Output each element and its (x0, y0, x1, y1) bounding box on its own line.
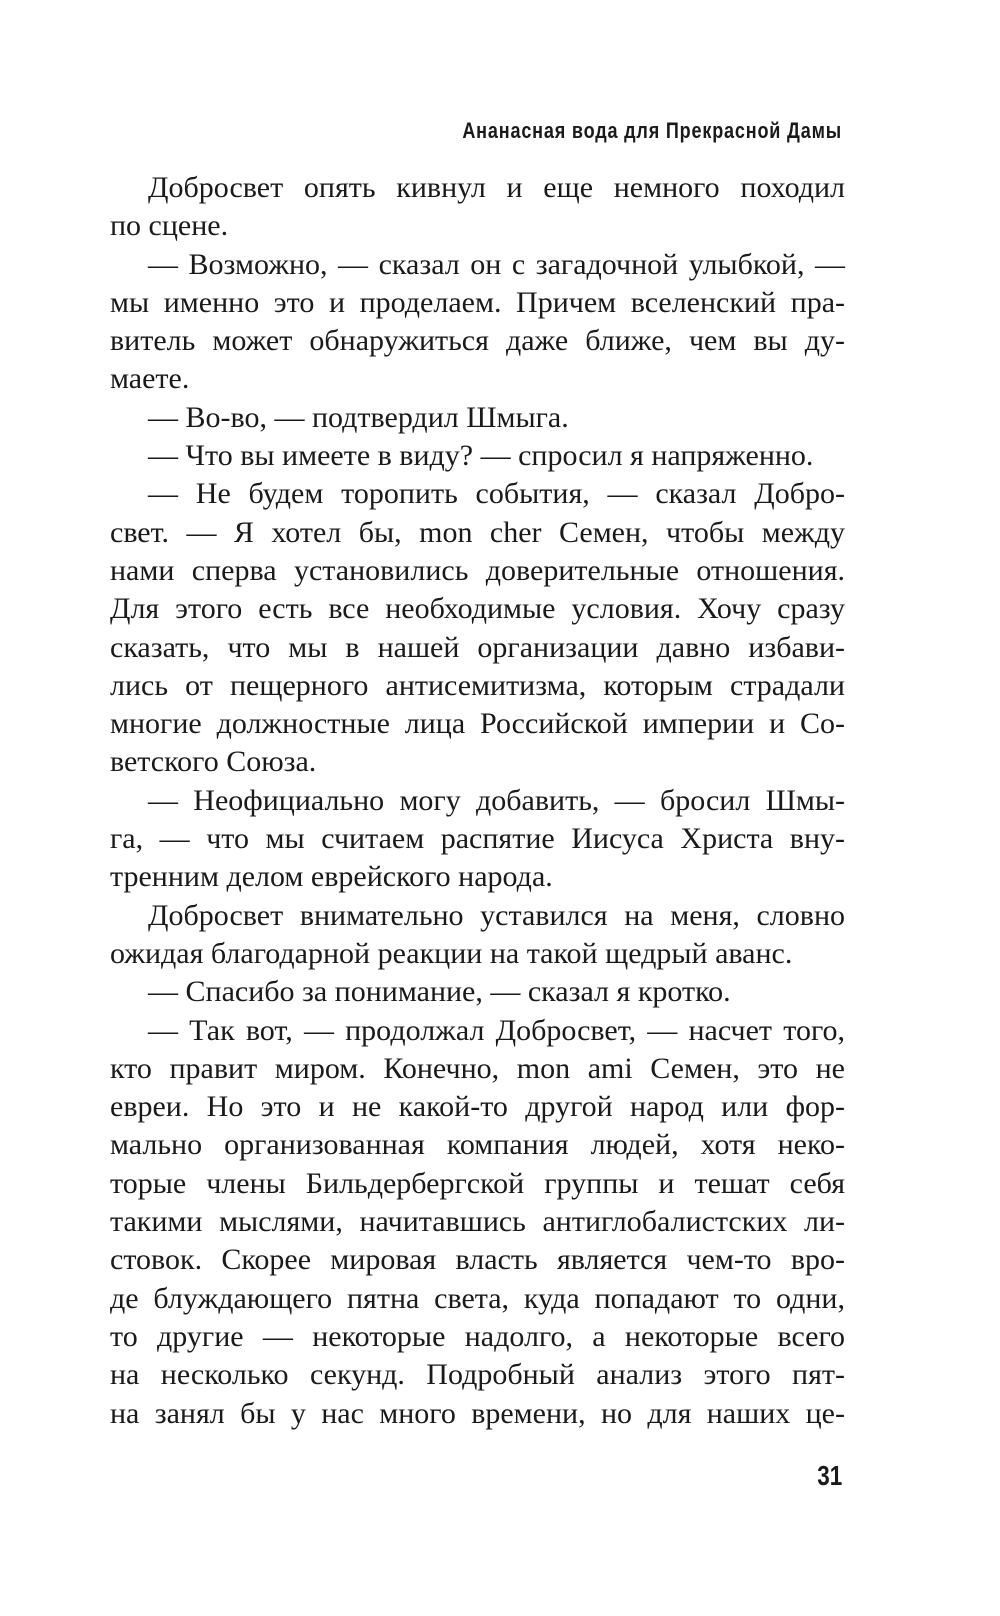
text-line: на занял бы у нас много времени, но для наших це- (110, 1396, 845, 1430)
text-line: Для этого есть все необходимые условия. Хочу сразу (110, 592, 845, 626)
text-line: на несколько секунд. Подробный анализ этого пят- (110, 1358, 845, 1392)
text-line: сказать, что мы в нашей организации давно избави- (110, 630, 845, 664)
text-line: нами сперва установились доверительные отношения. (110, 553, 845, 587)
text-line: евреи. Но это и не какой-то другой народ или фор- (110, 1090, 845, 1124)
text-line: стовок. Скорее мировая власть является чем-то вро- (110, 1243, 845, 1277)
text-line: — Спасибо за понимание, — сказал я кротко. (148, 975, 731, 1009)
text-line: тренним делом еврейского народа. (110, 860, 553, 894)
text-line: мы именно это и проделаем. Причем вселенский пра- (110, 285, 845, 319)
text-line: витель может обнаружиться даже ближе, чем вы ду- (110, 324, 845, 358)
text-line: ветского Союза. (110, 745, 317, 779)
text-line: кто правит миром. Конечно, mon ami Семен, это не (110, 1051, 845, 1085)
text-line: га, — что мы считаем распятие Иисуса Христа вну- (110, 822, 845, 856)
text-line: лись от пещерного антисемитизма, которым страдали (110, 668, 845, 702)
text-line: — Неофициально могу добавить, — бросил Шмы- (148, 783, 845, 817)
text-line: маете. (110, 362, 190, 396)
text-line: де блуждающего пятна света, куда попадают то одни, (110, 1281, 845, 1315)
text-line: то другие — некоторые надолго, а некоторые всего (110, 1319, 845, 1353)
text-line: по сцене. (110, 209, 229, 243)
text-line: многие должностные лица Российской империи и Со- (110, 707, 845, 741)
text-line: такими мыслями, начитавшись антиглобалистских ли- (110, 1205, 845, 1239)
text-line: — Возможно, — сказал он с загадочной улыбкой, — (148, 247, 845, 281)
text-line: — Так вот, — продолжал Добросвет, — насчет того, (148, 1013, 845, 1047)
text-line: — Не будем торопить события, — сказал Добро- (148, 477, 845, 511)
text-line: — Что вы имеете в виду? — спросил я напряженно. (148, 439, 814, 473)
text-line: Добросвет опять кивнул и еще немного походил (148, 171, 845, 204)
text-line: торые члены Бильдербергской группы и тешат себя (110, 1166, 845, 1200)
body-text (110, 169, 845, 1433)
running-header: Ананасная вода для Прекрасной Дамы (462, 118, 842, 143)
text-line: ожидая благодарной реакции на такой щедрый аванс. (110, 936, 793, 970)
text-line: — Во-во, — подтвердил Шмыга. (148, 400, 569, 434)
text-line: Добросвет внимательно уставился на меня, словно (148, 898, 845, 932)
page-number: 31 (817, 1460, 842, 1491)
text-line: мально организованная компания людей, хотя неко- (110, 1128, 845, 1162)
text-line: свет. — Я хотел бы, mon cher Семен, чтобы между (110, 515, 845, 549)
